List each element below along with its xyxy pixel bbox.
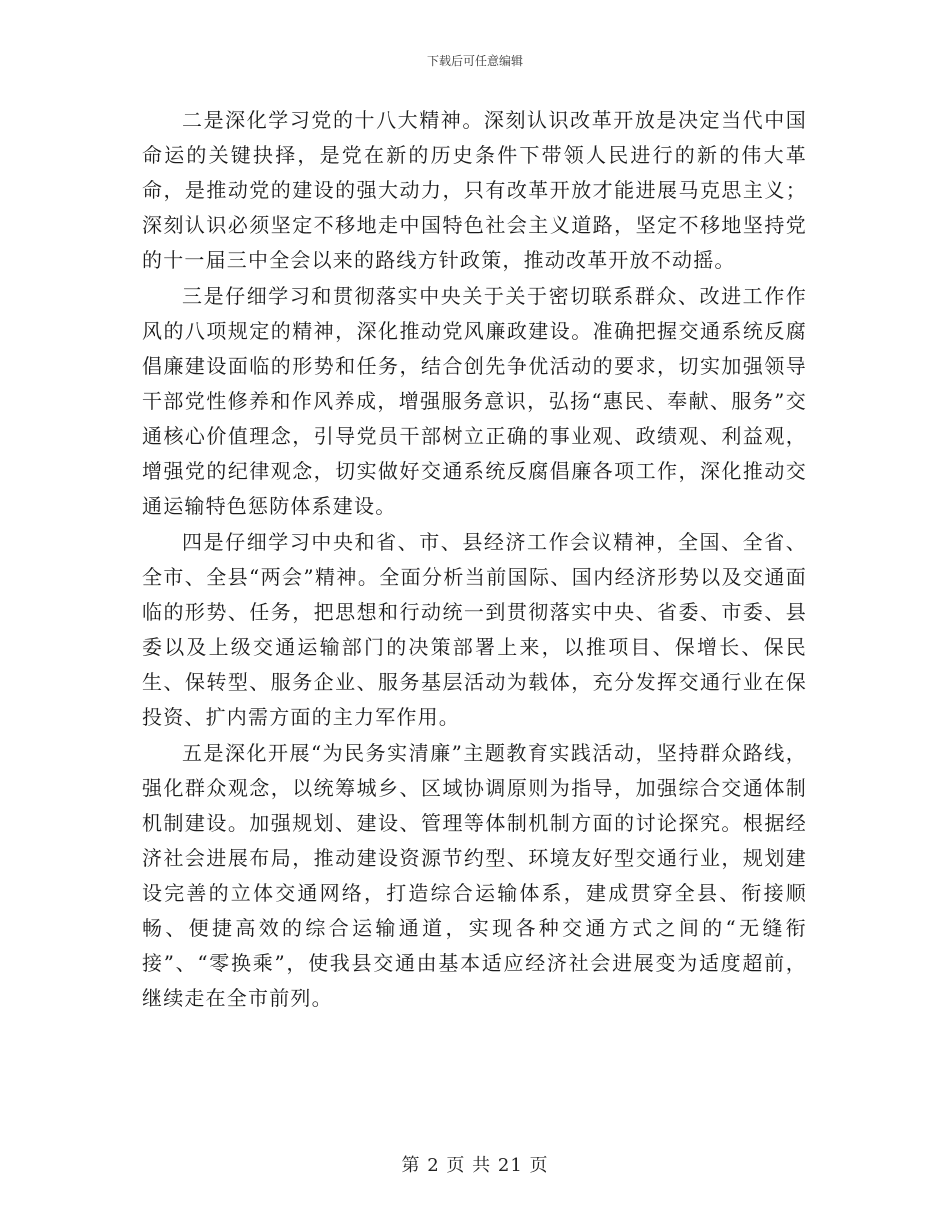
footer-label-page: 第: [401, 1155, 421, 1176]
footer-total-pages: 21: [497, 1155, 523, 1176]
page-header-note: 下载后可任意编辑: [426, 54, 523, 68]
page-footer: [0, 1155, 950, 1177]
paragraph-5: 五是深化开展“为民务实清廉”主题教育实践活动，坚持群众路线，强化群众观念，以统筹城乡、区域协调原则为指导，加强综合交通体制机制建设。加强规划、建设、管理等体制机制方面的讨论探究。根据经济社会进展布局，推动建设资源节约型、环境友好型交通行业，规划建设完善的立体交通网络，打造综合运输体系，建成贯穿全县、衔接顺畅、便捷高效的综合运输通道，实现各种交通方式之间的“无缝衔接”、“零换乘”，使我县交通由基本适应经济社会进展变为适度超前，继续走在全市前列。: [142, 741, 807, 1010]
footer-current-page: 2: [427, 1155, 440, 1176]
footer-label-end: 页: [529, 1155, 549, 1176]
footer-label-of: 页 共: [446, 1155, 492, 1176]
paragraph-2: 二是深化学习党的十八大精神。深刻认识改革开放是决定当代中国命运的关键抉择，是党在新的历史条件下带领人民进行的新的伟大革命，是推动党的建设的强大动力，只有改革开放才能进展马克思主义；深刻认识必须坚定不移地走中国特色社会主义道路，坚定不移地坚持党的十一届三中全会以来的路线方针政策，推动改革开放不动摇。: [142, 108, 807, 272]
document-body: [142, 103, 807, 1016]
paragraph-3: 三是仔细学习和贯彻落实中央关于关于密切联系群众、改进工作作风的八项规定的精神，深化推动党风廉政建设。准确把握交通系统反腐倡廉建设面临的形势和任务，结合创先争优活动的要求，切实加强领导干部党性修养和作风养成，增强服务意识，弘扬“惠民、奉献、服务”交通核心价值理念，引导党员干部树立正确的事业观、政绩观、利益观，增强党的纪律观念，切实做好交通系统反腐倡廉各项工作，深化推动交通运输特色惩防体系建设。: [142, 284, 807, 518]
paragraph-4: 四是仔细学习中央和省、市、县经济工作会议精神，全国、全省、全市、全县“两会”精神。全面分析当前国际、国内经济形势以及交通面临的形势、任务，把思想和行动统一到贯彻落实中央、省委、市委、县委以及上级交通运输部门的决策部署上来，以推项目、保增长、保民生、保转型、服务企业、服务基层活动为载体，充分发挥交通行业在保投资、扩内需方面的主力军作用。: [142, 530, 807, 729]
